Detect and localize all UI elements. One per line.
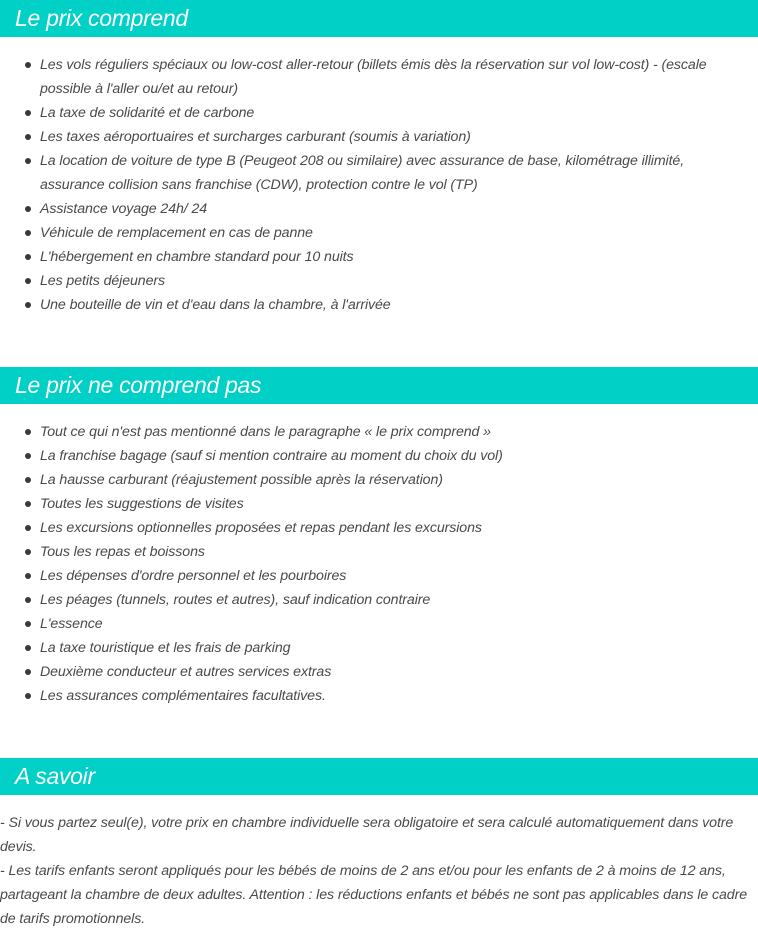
list-item <box>0 125 758 149</box>
list-item-text: La location de voiture de type B (Peugeot 208 ou similaire) avec assurance de base, kilométrage illimité, assurance collision sans franchise (CDW), protection contre le vol (TP) <box>40 153 685 193</box>
bullet-icon <box>25 453 31 459</box>
list-item-text: Les dépenses d'ordre personnel et les pourboires <box>40 568 347 584</box>
list-item-text: Deuxième conducteur et autres services extras <box>40 664 332 680</box>
list-item-text: La franchise bagage (sauf si mention contraire au moment du choix du vol) <box>40 448 503 464</box>
bullet-icon <box>25 621 31 627</box>
list-item-text: L'hébergement en chambre standard pour 10 nuits <box>40 249 354 265</box>
list-item-text: Tout ce qui n'est pas mentionné dans le paragraphe « le prix comprend » <box>40 424 491 440</box>
list-item <box>0 684 758 708</box>
bullet-icon <box>25 429 31 435</box>
list-item <box>0 245 758 269</box>
section-header-excludes <box>0 367 758 404</box>
list-item-text: Tous les repas et boissons <box>40 544 205 560</box>
list-item <box>0 101 758 125</box>
bullet-icon <box>25 206 31 212</box>
list-item <box>0 516 758 540</box>
list-item-text: Une bouteille de vin et d'eau dans la chambre, à l'arrivée <box>40 297 391 313</box>
list-item <box>0 293 758 317</box>
bullet-icon <box>25 597 31 603</box>
good-to-know-notes <box>0 811 758 931</box>
list-item <box>0 468 758 492</box>
list-item <box>0 221 758 245</box>
list-item <box>0 660 758 684</box>
includes-list <box>0 53 758 317</box>
list-item-text: L'essence <box>40 616 103 632</box>
excludes-list <box>0 420 758 708</box>
bullet-icon <box>25 254 31 260</box>
list-item-text: Assistance voyage 24h/ 24 <box>40 201 208 217</box>
section-title: Le prix comprend <box>15 5 188 31</box>
section-title: Le prix ne comprend pas <box>15 372 262 398</box>
bullet-icon <box>25 230 31 236</box>
bullet-icon <box>25 669 31 675</box>
list-item <box>0 197 758 221</box>
list-item-text: Les taxes aéroportuaires et surcharges carburant (soumis à variation) <box>40 129 471 145</box>
list-item-text: Véhicule de remplacement en cas de panne <box>40 225 313 241</box>
bullet-icon <box>25 110 31 116</box>
bullet-icon <box>25 62 31 68</box>
list-item-text: La hausse carburant (réajustement possible après la réservation) <box>40 472 443 488</box>
list-item <box>0 636 758 660</box>
bullet-icon <box>25 278 31 284</box>
list-item-text: Les assurances complémentaires facultatives. <box>40 688 326 704</box>
list-item <box>0 53 758 101</box>
bullet-icon <box>25 549 31 555</box>
bullet-icon <box>25 645 31 651</box>
list-item-text: Toutes les suggestions de visites <box>40 496 244 512</box>
section-header-includes <box>0 0 758 37</box>
bullet-icon <box>25 693 31 699</box>
note-paragraph: - Si vous partez seul(e), votre prix en chambre individuelle sera obligatoire et sera calculé automatiquement dans votre devis. <box>0 815 734 855</box>
list-item <box>0 588 758 612</box>
list-item-text: Les excursions optionnelles proposées et repas pendant les excursions <box>40 520 482 536</box>
bullet-icon <box>25 573 31 579</box>
bullet-icon <box>25 501 31 507</box>
list-item <box>0 444 758 468</box>
section-header-good-to-know <box>0 758 758 795</box>
list-item <box>0 149 758 197</box>
bullet-icon <box>25 158 31 164</box>
list-item <box>0 420 758 444</box>
list-item-text: Les péages (tunnels, routes et autres), sauf indication contraire <box>40 592 431 608</box>
bullet-icon <box>25 477 31 483</box>
list-item-text: Les vols réguliers spéciaux ou low-cost aller-retour (billets émis dès la réservation sur vol low-cost) - (escale possible à l'aller ou/et au retour) <box>40 57 707 97</box>
list-item <box>0 564 758 588</box>
bullet-icon <box>25 134 31 140</box>
list-item <box>0 269 758 293</box>
list-item <box>0 492 758 516</box>
list-item-text: La taxe touristique et les frais de parking <box>40 640 291 656</box>
list-item-text: La taxe de solidarité et de carbone <box>40 105 255 121</box>
section-title: A savoir <box>15 763 95 789</box>
bullet-icon <box>25 525 31 531</box>
list-item <box>0 612 758 636</box>
bullet-icon <box>25 302 31 308</box>
list-item <box>0 540 758 564</box>
list-item-text: Les petits déjeuners <box>40 273 165 289</box>
note-paragraph: - Les tarifs enfants seront appliqués pour les bébés de moins de 2 ans et/ou pour les enfants de 2 à moins de 12 ans, partageant la chambre de deux adultes. Attention : les réductions enfants et bébés ne sont pas applicables dans le cadre de tarifs promotionnels. <box>0 863 748 927</box>
